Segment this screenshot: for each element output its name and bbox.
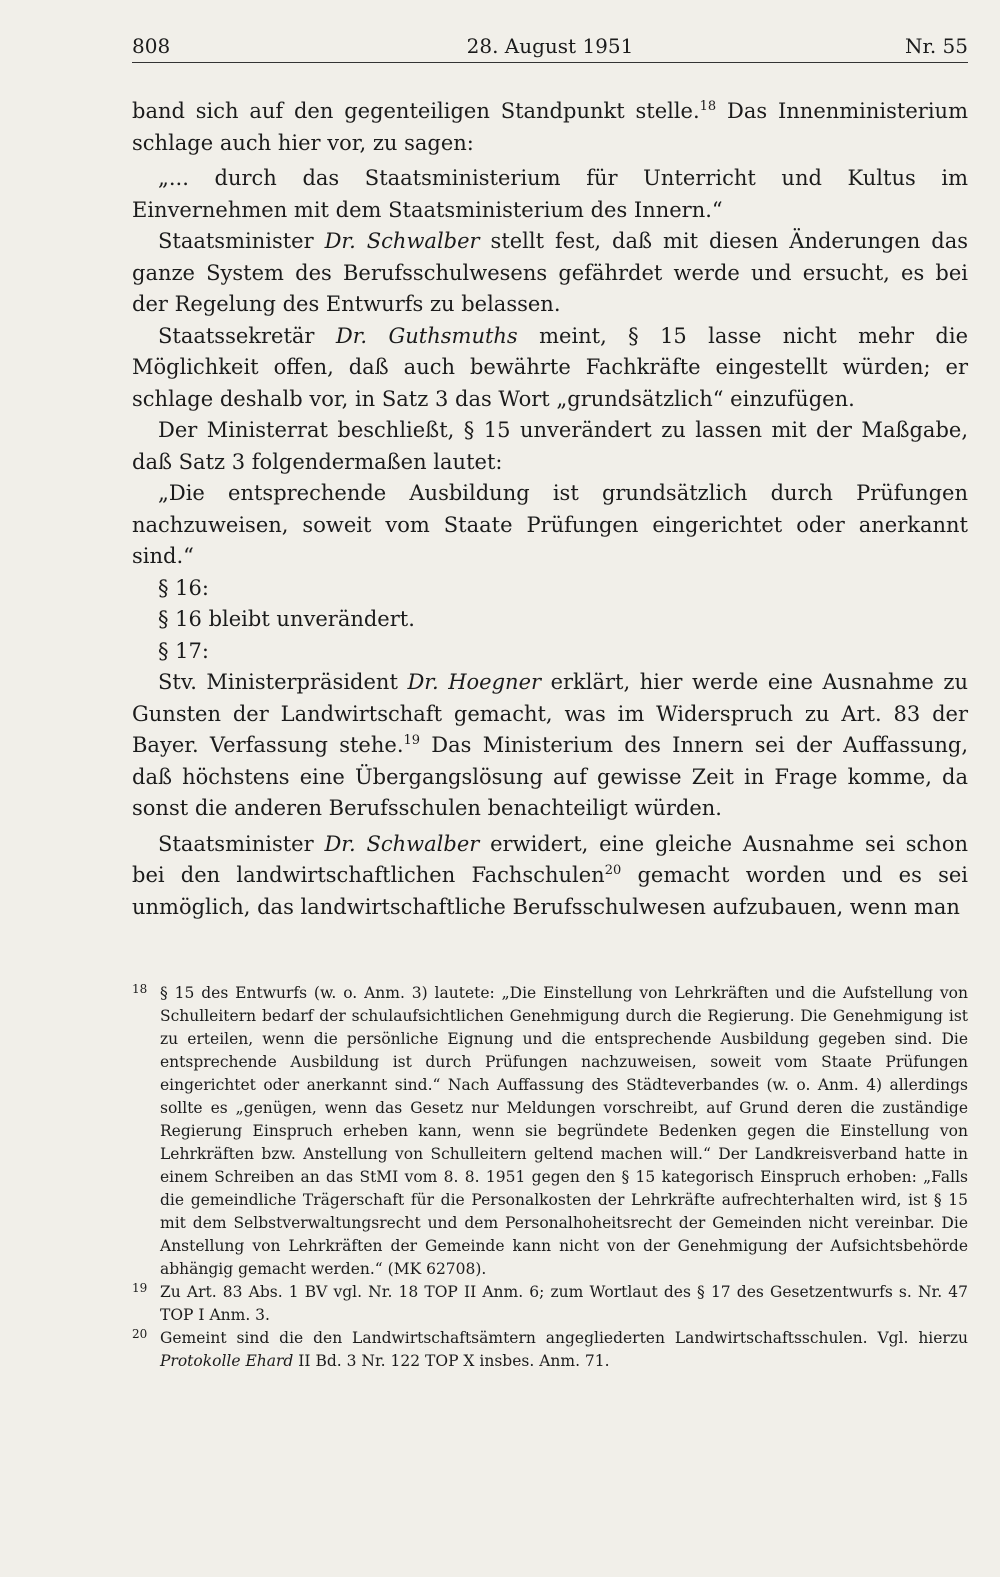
quote-paragraph: „Die entsprechende Ausbildung ist grundsätzlich durch Prüfungen nachzuweisen, soweit vom Staate Prüfungen eingerichtet oder anerkannt sind.“ [132,481,968,568]
paragraph: § 16 bleibt unverändert. [158,607,415,631]
paragraph: Staatsminister Dr. Schwalber erwidert, eine gleiche Ausnahme sei schon bei den landwirtschaftlichen Fachschulen$^{20}$ gemacht worden und es sei unmöglich, das landwirtschaftliche Berufsschulwesen aufzubauen, wenn man [132,831,969,919]
paragraph: Staatsminister Dr. Schwalber stellt fest, daß mit diesen Änderungen das ganze System des Berufsschulwesens gefährdet werde und ersucht, es bei der Regelung des Entwurfs zu belassen. [132,229,969,316]
page-number: 808 [132,34,171,58]
speaker-name: Dr. Schwalber [324,229,480,253]
paragraph: band sich auf den gegenteiligen Standpunkt stelle.$^{18}$ Das Innenministerium schlage auch hier vor, zu sagen: [132,99,968,155]
running-header [132,32,968,63]
paragraph: Der Ministerrat beschließt, § 15 unverändert zu lassen mit der Maßgabe, daß Satz 3 folgendermaßen lautet: [132,418,968,474]
footnote-number: 18 [132,982,148,996]
footnote-20: 20 Gemeint sind die den Landwirtschaftsämtern angegliederten Landwirtschaftsschulen. Vgl. hierzu Protokolle Ehard II Bd. 3 Nr. 122 TOP X insbes. Anm. 71. [132,1327,968,1373]
cited-title: Protokolle Ehard [160,1352,294,1370]
footnote-ref: 18 [699,99,717,114]
footnote-number: 20 [132,1327,148,1341]
header-date: 28. August 1951 [466,34,634,58]
speaker-name: Dr. Hoegner [407,670,542,694]
footnote-number: 19 [132,1281,148,1295]
paragraph: Staatssekretär Dr. Guthsmuths meint, § 15 lasse nicht mehr die Möglichkeit offen, daß auch bewährte Fachkräfte eingestellt würden; er schlage deshalb vor, in Satz 3 das Wort „grundsätzlich“ einzufügen. [132,323,968,411]
quote-paragraph: „... durch das Staatsministerium für Unterricht und Kultus im Einvernehmen mit dem Staatsministerium des Innern.“ [132,166,968,222]
section-heading: § 17: [158,638,209,663]
speaker-name: Dr. Schwalber [324,831,480,856]
header-issue: Nr. 55 [904,34,968,58]
footnote-19: 19 Zu Art. 83 Abs. 1 BV vgl. Nr. 18 TOP II Anm. 6; zum Wortlaut des § 17 des Gesetzentwurfs s. Nr. 47 TOP I Anm. 3. [132,1281,968,1327]
section-heading: § 16: [158,575,209,600]
footnote-ref: 20 [604,863,622,878]
speaker-name: Dr. Guthsmuths [335,323,518,348]
paragraph: Stv. Ministerpräsident Dr. Hoegner erklärt, hier werde eine Ausnahme zu Gunsten der Landwirtschaft gemacht, was im Widerspruch zu Art. 83 der Bayer. Verfassung stehe.$^{19}$ Das Ministerium des Innern sei der Auffassung, daß höchstens eine Übergangslösung auf gewisse Zeit in Frage komme, da sonst die anderen Berufsschulen benachteiligt würden. [132,670,968,820]
footnote-ref: 19 [403,733,421,748]
footnote-18: 18 § 15 des Entwurfs (w. o. Anm. 3) lautete: „Die Einstellung von Lehrkräften und die Aufstellung von Schulleitern bedarf der schulaufsichtlichen Genehmigung durch die Regierung. Die Genehmigung ist zu erteilen, wenn die persönliche Eignung und die entsprechende Ausbildung gegeben sind. Die entsprechende Ausbildung ist durch Prüfungen nachzuweisen, soweit vom Staate Prüfungen eingerichtet oder anerkannt sind.“ Nach Auffassung des Städteverbandes (w. o. Anm. 4) allerdings sollte es „genügen, wenn das Gesetz nur Meldungen vorschreibt, auf Grund deren die zuständige Regierung Einspruch erheben kann, wenn sie begründete Bedenken gegen die Einstellung von Lehrkräften bzw. Anstellung von Schulleitern geltend machen will.“ Der Landkreisverband hatte in einem Schreiben an das StMI vom 8. 8. 1951 gegen den § 15 kategorisch Einspruch erhoben: „Falls die gemeindliche Trägerschaft für die Personalkosten der Lehrkräfte aufrechterhalten wird, ist § 15 mit dem Selbstverwaltungsrecht und dem Personalhoheitsrecht der Gemeinden nicht vereinbar. Die Anstellung von Lehrkräften der Gemeinde kann nicht von der Genehmigung der Aufsichtsbehörde abhängig gemacht werden.“ (MK 62708). [132,982,968,1281]
footnotes [132,982,968,1373]
main-text [132,96,968,923]
